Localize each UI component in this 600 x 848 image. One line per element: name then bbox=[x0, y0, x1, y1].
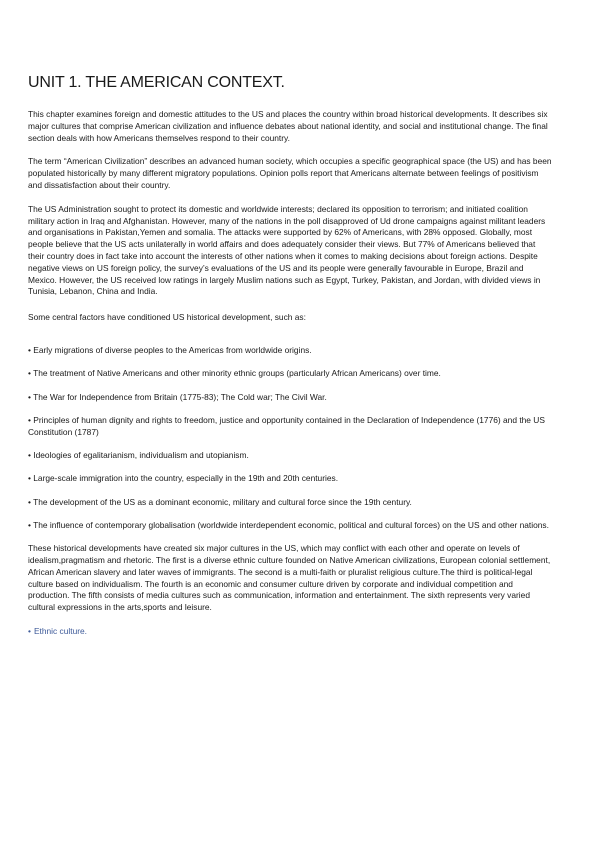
link-bullet: • bbox=[28, 625, 31, 636]
paragraph-administration: The US Administration sought to protect its domestic and worldwide interests; declared its opposition to terrorism; and initiated coalition military action in Iraq and Afghanistan. However, many of the nations in the poll disapproved of Ud drone campaigns against militant leaders and organisations in Pakistan,Yemen and somalia. The attacks were supported by 62% of Americans, with 28% opposed. Globally, most people believe that the US acts unilaterally in world affairs and does adequately consider their views. But 77% of Americans believed that their country does in fact take into account the interests of other nations when it comes to making decisions about foreign actions. Despite negative views on US foreign policy, the survey’s evaluations of the US and its people were generally favourable in Europe, Brazil and Mexico. However, the US received low ratings in largely Muslim nations such as Egypt, Turkey, Pakistan, and Jordan, with divided views in Tunisia, Lebanon, China and India. bbox=[28, 203, 546, 297]
page-title: UNIT 1. THE AMERICAN CONTEXT. bbox=[28, 74, 285, 91]
paragraph-developments: These historical developments have created six major cultures in the US, which may conflict with each other and operate on levels of idealism,pragmatism and rhetoric. The first is a diverse ethnic culture founded on Native American civilizations, European colonial settlement, African American slavery and later waves of immigrants. The second is a multi-faith or pluralist religious culture.The third is political-legal culture based on individualism. The fourth is an economic and consumer culture driven by corporate and individual competition and production. The fifth consists of media cultures such as communication, information and entertainment. The sixth represents very varied cultural expressions in the arts,sports and leisure. bbox=[28, 543, 551, 613]
paragraph-term: The term “American Civilization” describes an advanced human society, which occupies a specific geographical space (the US) and has been populated historically by many different migratory populations. Opinion polls report that Americans alternate between feelings of positivism and dissatisfaction about their country. bbox=[28, 156, 552, 190]
list-item: • Large-scale immigration into the country, especially in the 19th and 20th centuries. bbox=[28, 473, 339, 484]
paragraph-intro: This chapter examines foreign and domestic attitudes to the US and places the country within broad historical developments. It describes six major cultures that comprise American civilization and influence debates about national identity, and social and institutional change. The final section deals with how Americans themselves respond to their country. bbox=[28, 109, 548, 143]
list-item: • Principles of human dignity and rights to freedom, justice and opportunity contained in the Declaration of Independence (1776) and the US Constitution (1787) bbox=[28, 414, 545, 437]
list-item: • The influence of contemporary globalisation (worldwide interdependent economic, political and cultural forces) on the US and other nations. bbox=[28, 519, 549, 530]
list-item: • Early migrations of diverse peoples to the Americas from worldwide origins. bbox=[28, 344, 312, 355]
list-item: • Ideologies of egalitarianism, individualism and utopianism. bbox=[28, 449, 249, 460]
list-item: • The War for Independence from Britain (1775-83); The Cold war; The Civil War. bbox=[28, 391, 327, 402]
ethnic-culture-link[interactable] bbox=[28, 626, 552, 638]
list-item: • The treatment of Native Americans and other minority ethnic groups (particularly African Americans) over time. bbox=[28, 368, 441, 379]
paragraph-factors: Some central factors have conditioned US historical development, such as: bbox=[28, 312, 306, 323]
ethnic-culture-link-label: Ethnic culture. bbox=[33, 625, 88, 636]
list-item: • The development of the US as a dominant economic, military and cultural force since the 19th century. bbox=[28, 496, 412, 507]
factors-list bbox=[28, 345, 552, 532]
